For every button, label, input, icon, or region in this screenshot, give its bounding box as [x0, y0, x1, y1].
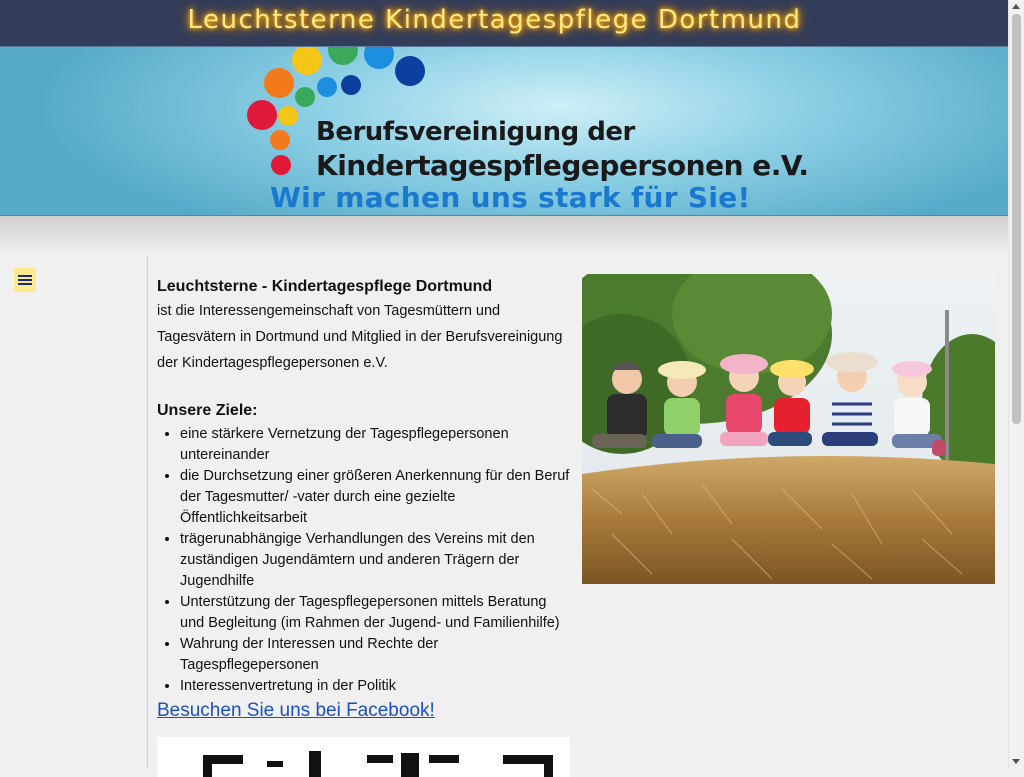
site-header	[0, 0, 1009, 47]
goals-heading: Unsere Ziele:	[157, 402, 258, 419]
facebook-link[interactable]: Besuchen Sie uns bei Facebook!	[157, 700, 435, 721]
logo-dot	[295, 87, 315, 107]
qr-code[interactable]	[157, 737, 570, 777]
main-content	[157, 276, 572, 724]
list-item: • Unterstützung der Tagespflegepersonen mittels Beratung und Begleitung (im Rahmen der Jugend- und Familienhilfe)	[180, 592, 572, 634]
logo-dot	[278, 106, 298, 126]
logo-dot	[364, 47, 394, 69]
banner-shadow	[0, 216, 1009, 256]
scroll-down-arrow-icon[interactable]	[1012, 759, 1020, 764]
logo-dot	[270, 130, 290, 150]
scroll-thumb[interactable]	[1012, 14, 1021, 424]
logo-dot	[264, 68, 294, 98]
logo-text-line1: Berufsvereinigung der	[316, 117, 635, 147]
children-photo	[582, 274, 995, 584]
logo-dot	[395, 56, 425, 86]
sidebar-divider	[147, 256, 148, 768]
goals-list	[157, 424, 572, 697]
hamburger-menu-icon[interactable]	[14, 268, 36, 292]
child-3	[720, 354, 768, 446]
list-item: • die Durchsetzung einer größeren Anerkennung für den Beruf der Tagesmutter/ -vater durch eine gezielte Öffentlichkeitsarbeit	[180, 466, 572, 529]
logo-dot	[292, 47, 322, 75]
intro-text: ist die Interessengemeinschaft von Tagesmüttern und Tagesvätern in Dortmund und Mitglied in der Berufsvereinigung der Kindertagespflegepersonen e.V.	[157, 303, 563, 371]
intro-heading: Leuchtsterne - Kindertagespflege Dortmund	[157, 278, 493, 295]
logo-dot	[341, 75, 361, 95]
children-on-haybale-image	[582, 274, 995, 584]
list-item: • eine stärkere Vernetzung der Tagespflegepersonen untereinander	[180, 424, 572, 466]
list-item: • Wahrung der Interessen und Rechte der Tagespflegepersonen	[180, 634, 572, 676]
list-item: • Interessenvertretung in der Politik	[180, 676, 572, 697]
site-title: Leuchtsterne Kindertagespflege Dortmund	[187, 5, 802, 35]
child-4	[768, 360, 814, 446]
logo-dot	[271, 155, 291, 175]
list-item: • trägerunabhängige Verhandlungen des Vereins mit den zuständigen Jugendämtern und anderen Trägern der Jugendhilfe	[180, 529, 572, 592]
logo-dot	[317, 77, 337, 97]
vertical-scrollbar[interactable]	[1008, 0, 1024, 768]
scroll-up-arrow-icon[interactable]	[1012, 4, 1020, 9]
logo-slogan: Wir machen uns stark für Sie!	[270, 181, 751, 214]
logo-dot	[247, 100, 277, 130]
logo-text-line2: Kindertagespflegepersonen e.V.	[316, 149, 809, 182]
logo-dot	[328, 47, 358, 65]
banner	[0, 47, 1009, 217]
